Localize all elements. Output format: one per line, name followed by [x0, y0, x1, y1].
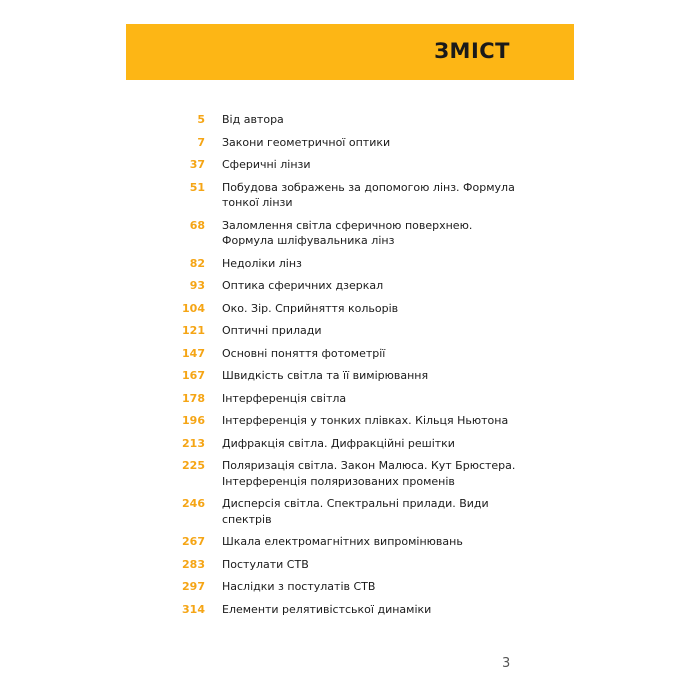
toc-entry-title: Сферичні лінзи: [222, 158, 311, 171]
toc-entry[interactable]: [170, 112, 550, 128]
toc-entry[interactable]: [170, 458, 550, 489]
toc-page-number: 167: [182, 369, 205, 382]
toc-entry[interactable]: [170, 180, 550, 211]
toc-entry-title: Заломлення світла сферичною поверхнею. Формула шліфувальника лінз: [222, 218, 473, 247]
toc-entry-title: Наслідки з постулатів СТВ: [222, 580, 376, 593]
toc-entry-title: Інтерференція світла: [222, 391, 347, 405]
toc-entry[interactable]: [170, 557, 550, 573]
toc-entry[interactable]: [170, 436, 550, 452]
toc-entry-title: Швидкість світла та її вимірювання: [222, 369, 429, 382]
table-of-contents: [170, 112, 550, 624]
toc-page-number: 68: [189, 218, 205, 232]
toc-entry[interactable]: [170, 218, 550, 249]
toc-page-number: 82: [189, 256, 205, 270]
toc-entry-title: Оптика сферичних дзеркал: [222, 279, 384, 292]
toc-page-number: 147: [182, 346, 205, 360]
toc-page-number: 267: [182, 535, 205, 548]
page-title: ЗМІСТ: [434, 39, 510, 63]
toc-page-number: 314: [182, 602, 205, 616]
toc-page-number: 196: [182, 414, 205, 427]
toc-page-number: 37: [189, 158, 205, 171]
toc-entry[interactable]: [170, 301, 550, 317]
page-number: 3: [502, 656, 511, 671]
toc-entry[interactable]: [170, 278, 550, 294]
toc-entry-title: Око. Зір. Сприйняття кольорів: [222, 301, 399, 315]
toc-page-number: 7: [197, 135, 205, 149]
toc-page-number: 93: [189, 279, 205, 292]
toc-entry[interactable]: [170, 346, 550, 362]
toc-page-number: 225: [182, 459, 205, 472]
toc-entry[interactable]: [170, 413, 550, 429]
toc-entry-title: Дисперсія світла. Спектральні прилади. Види спектрів: [222, 497, 489, 526]
toc-page-number: 213: [182, 436, 205, 450]
toc-entry-title: Елементи релятивістської динаміки: [222, 602, 432, 616]
header-bar: [126, 24, 574, 80]
toc-page-number: 178: [182, 391, 205, 405]
toc-entry[interactable]: [170, 323, 550, 339]
toc-entry[interactable]: [170, 391, 550, 407]
toc-entry-title: Інтерференція у тонких плівках. Кільця Ньютона: [222, 414, 509, 427]
toc-entry[interactable]: [170, 368, 550, 384]
toc-entry-title: Побудова зображень за допомогою лінз. Формула тонкої лінзи: [222, 180, 515, 209]
toc-entry-title: Закони геометричної оптики: [222, 135, 391, 149]
toc-page-number: 104: [182, 301, 205, 315]
toc-page-number: 283: [182, 557, 205, 571]
toc-entry[interactable]: [170, 579, 550, 595]
toc-entry[interactable]: [170, 496, 550, 527]
toc-page-number: 51: [189, 180, 205, 194]
toc-entry-title: Дифракція світла. Дифракційні решітки: [222, 436, 455, 450]
toc-page-number: 246: [182, 497, 205, 510]
toc-entry[interactable]: [170, 157, 550, 173]
toc-entry-title: Від автора: [222, 113, 284, 126]
toc-entry-title: Оптичні прилади: [222, 324, 322, 337]
toc-page-number: 297: [182, 580, 205, 593]
toc-entry[interactable]: [170, 135, 550, 151]
toc-entry-title: Поляризація світла. Закон Малюса. Кут Брюстера. Інтерференція поляризованих променів: [222, 459, 516, 488]
toc-entry[interactable]: [170, 256, 550, 272]
toc-page-number: 5: [197, 113, 205, 126]
toc-entry[interactable]: [170, 534, 550, 550]
toc-entry-title: Недоліки лінз: [222, 256, 302, 270]
toc-entry-title: Постулати СТВ: [222, 557, 309, 571]
toc-entry-title: Основні поняття фотометрії: [222, 346, 386, 360]
toc-page-number: 121: [182, 324, 205, 337]
toc-entry-title: Шкала електромагнітних випромінювань: [222, 535, 463, 548]
toc-entry[interactable]: [170, 602, 550, 618]
